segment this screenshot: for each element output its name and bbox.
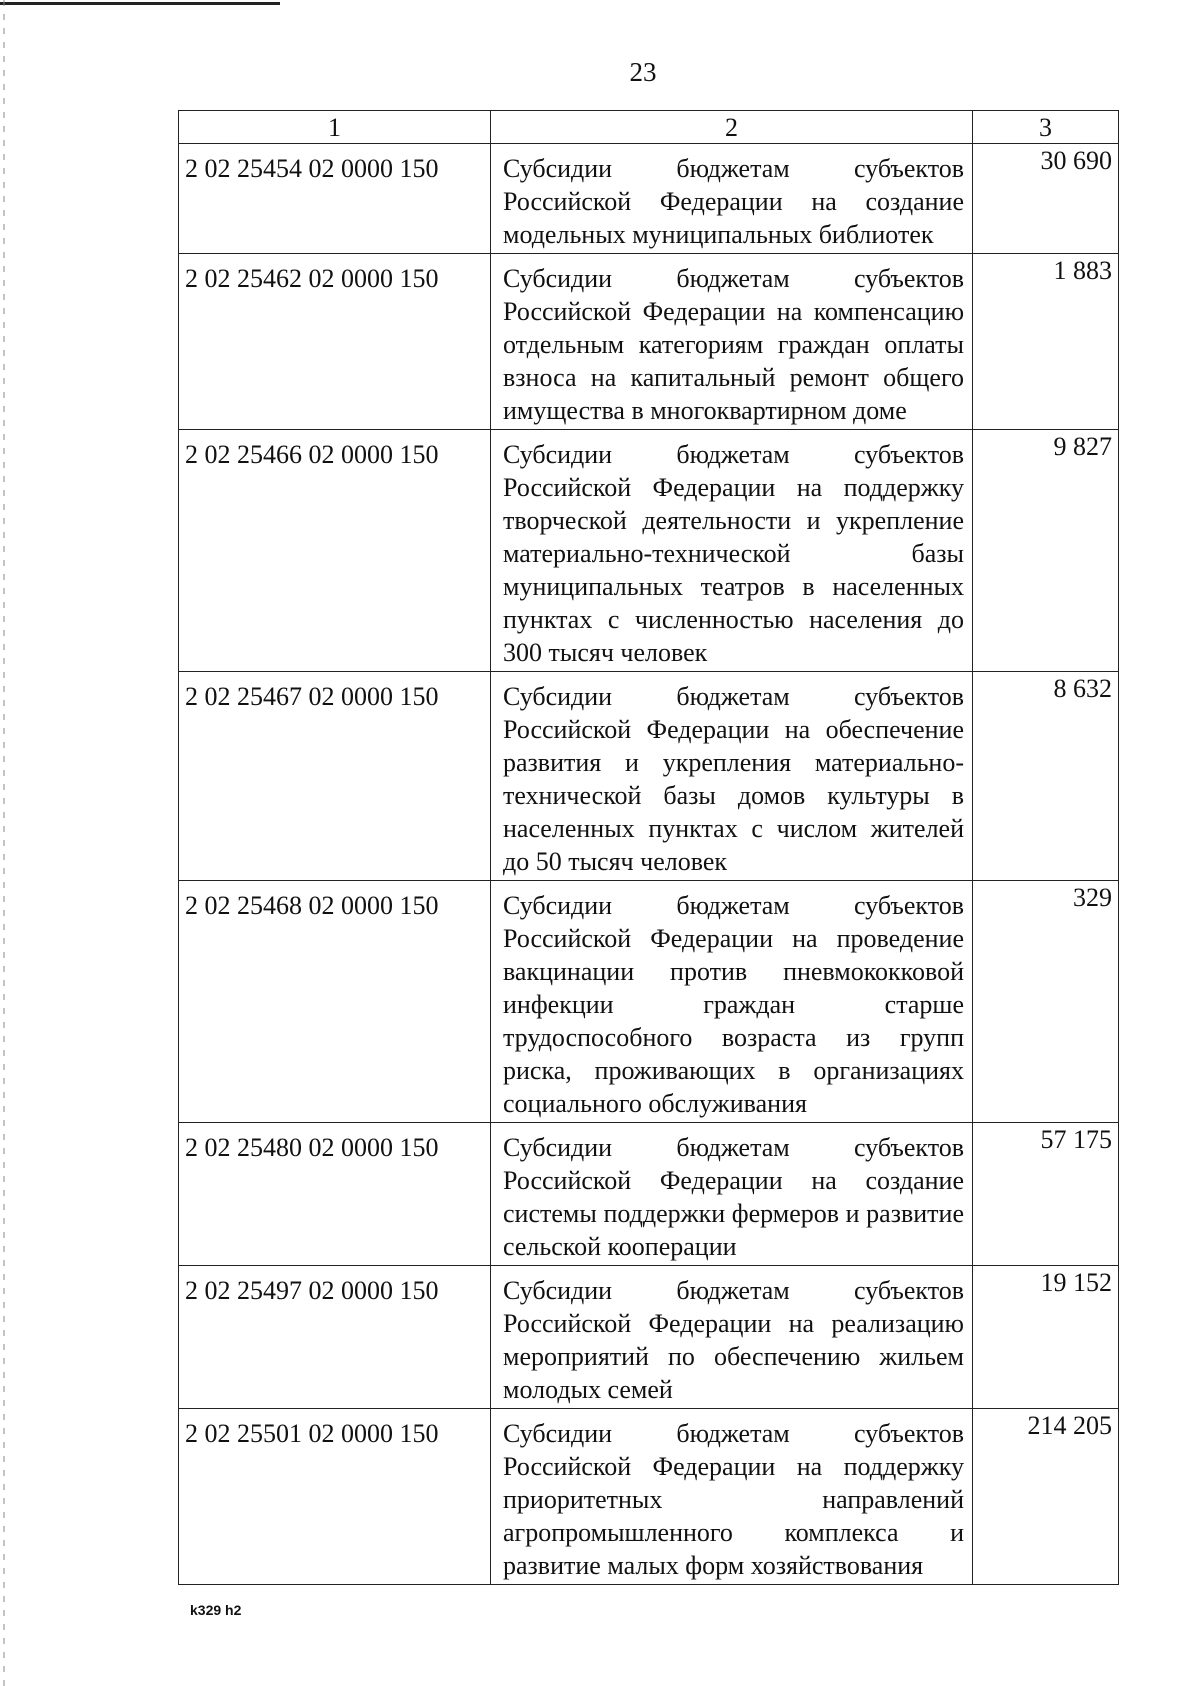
row-description: Субсидии бюджетам субъектов Российской Федерации на создание модельных муниципальных библиотек	[491, 144, 973, 254]
row-code: 2 02 25468 02 0000 150	[179, 881, 491, 1123]
column-header-description: 2	[491, 111, 973, 144]
row-code: 2 02 25466 02 0000 150	[179, 430, 491, 672]
row-amount: 9 827	[973, 430, 1119, 672]
row-code: 2 02 25497 02 0000 150	[179, 1266, 491, 1409]
column-header-code: 1	[179, 111, 491, 144]
row-description: Субсидии бюджетам субъектов Российской Федерации на проведение вакцинации против пневмококковой инфекции граждан старше трудоспособного возраста из групп риска, проживающих в организациях социального обслуживания	[491, 881, 973, 1123]
table-row	[179, 144, 1119, 254]
row-amount: 19 152	[973, 1266, 1119, 1409]
row-amount: 329	[973, 881, 1119, 1123]
row-code: 2 02 25462 02 0000 150	[179, 254, 491, 430]
table-row	[179, 1409, 1119, 1585]
table-row	[179, 430, 1119, 672]
table-row	[179, 254, 1119, 430]
column-header-amount: 3	[973, 111, 1119, 144]
row-amount: 30 690	[973, 144, 1119, 254]
top-edge-rule	[0, 2, 280, 5]
row-code: 2 02 25480 02 0000 150	[179, 1123, 491, 1266]
document-footer-code: k329 h2	[190, 1602, 242, 1618]
row-code: 2 02 25501 02 0000 150	[179, 1409, 491, 1585]
row-amount: 8 632	[973, 672, 1119, 881]
budget-revenue-table	[178, 110, 1119, 1585]
table-row	[179, 1123, 1119, 1266]
table-row	[179, 881, 1119, 1123]
row-description: Субсидии бюджетам субъектов Российской Федерации на обеспечение развития и укрепления материально-технической базы домов культуры в населенных пунктах с числом жителей до 50 тысяч человек	[491, 672, 973, 881]
table-row	[179, 672, 1119, 881]
row-description: Субсидии бюджетам субъектов Российской Федерации на создание системы поддержки фермеров и развитие сельской кооперации	[491, 1123, 973, 1266]
table-header-row	[179, 111, 1119, 144]
row-description: Субсидии бюджетам субъектов Российской Федерации на реализацию мероприятий по обеспечению жильем молодых семей	[491, 1266, 973, 1409]
row-description: Субсидии бюджетам субъектов Российской Федерации на поддержку приоритетных направлений агропромышленного комплекса и развитие малых форм хозяйствования	[491, 1409, 973, 1585]
row-amount: 1 883	[973, 254, 1119, 430]
row-code: 2 02 25467 02 0000 150	[179, 672, 491, 881]
table-row	[179, 1266, 1119, 1409]
scan-left-edge	[3, 0, 5, 1686]
row-code: 2 02 25454 02 0000 150	[179, 144, 491, 254]
row-description: Субсидии бюджетам субъектов Российской Федерации на компенсацию отдельным категориям граждан оплаты взноса на капитальный ремонт общего имущества в многоквартирном доме	[491, 254, 973, 430]
row-amount: 214 205	[973, 1409, 1119, 1585]
row-amount: 57 175	[973, 1123, 1119, 1266]
row-description: Субсидии бюджетам субъектов Российской Федерации на поддержку творческой деятельности и укрепление материально-технической базы муниципальных театров в населенных пунктах с численностью населения до 300 тысяч человек	[491, 430, 973, 672]
page-number: 23	[629, 57, 657, 87]
